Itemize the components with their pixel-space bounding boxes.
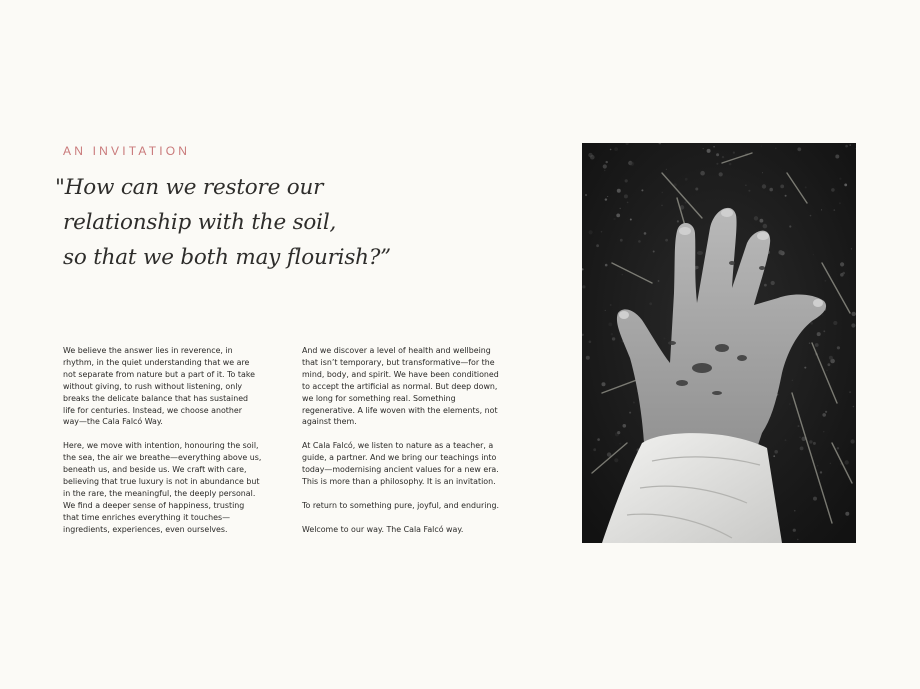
- soil-speck: [604, 170, 606, 172]
- soil-speck: [620, 239, 623, 242]
- soil-speck: [844, 184, 847, 187]
- soil-speck: [666, 169, 667, 170]
- body-line: To return to something pure, joyful, and enduring.: [302, 500, 499, 510]
- soil-speck: [649, 302, 652, 305]
- soil-speck: [713, 146, 715, 148]
- body-paragraph: [63, 345, 263, 428]
- hand-in-soil-illustration: [582, 143, 856, 543]
- soil-speck: [761, 146, 762, 147]
- soil-speck: [638, 240, 641, 243]
- soil-speck: [612, 337, 615, 340]
- soil-speck: [745, 185, 746, 186]
- soil-speck: [800, 447, 804, 451]
- body-line: We believe the answer lies in reverence, in: [63, 346, 233, 355]
- soil-speck: [817, 465, 818, 466]
- soil-speck: [762, 172, 763, 173]
- soil-speck: [813, 442, 816, 445]
- soil-speck: [695, 188, 698, 191]
- soil-speck: [685, 178, 688, 181]
- soil-speck: [764, 284, 767, 287]
- soil-speck: [590, 155, 595, 160]
- soil-speck: [661, 205, 663, 207]
- soil-speck: [785, 195, 787, 197]
- body-line: that time enriches everything it touches—: [63, 512, 230, 522]
- soil-speck: [644, 232, 647, 235]
- soil-speck: [700, 171, 705, 176]
- section-eyebrow: AN INVITATION: [63, 144, 191, 158]
- soil-speck: [850, 144, 851, 145]
- soil-speck: [586, 356, 590, 360]
- soil-speck: [825, 280, 827, 282]
- soil-speck: [616, 214, 620, 218]
- soil-speck: [605, 198, 607, 200]
- soil-speck: [778, 250, 783, 255]
- soil-speck: [585, 194, 587, 196]
- soil-speck: [624, 194, 628, 198]
- body-line: ingredients, experiences, even ourselves.: [63, 524, 228, 534]
- soil-speck: [630, 162, 634, 166]
- soil-speck: [593, 448, 596, 451]
- soil-speck: [627, 202, 629, 204]
- hand-in-soil-photo: [582, 143, 856, 543]
- soil-speck: [625, 179, 628, 182]
- soil-speck: [798, 425, 800, 427]
- soil-speck: [610, 304, 612, 306]
- soil-speck: [754, 216, 758, 220]
- soil-speck: [607, 196, 608, 197]
- body-line: to accept the artificial as normal. But deep down,: [302, 381, 498, 391]
- soil-speck: [851, 248, 852, 249]
- soil-speck: [849, 391, 851, 393]
- soil-speck: [773, 455, 775, 457]
- soil-speck: [608, 323, 612, 327]
- body-line: Here, we move with intention, honouring the soil,: [63, 441, 259, 451]
- soil-speck: [775, 148, 777, 150]
- body-column-left: [63, 345, 263, 547]
- body-line: against them.: [302, 417, 357, 427]
- soil-speck: [780, 185, 784, 189]
- body-paragraph: [302, 345, 502, 428]
- pull-quote-line: so that we both may flourish?”: [63, 245, 391, 270]
- soil-speck: [851, 439, 855, 443]
- soil-speck: [830, 463, 831, 464]
- soil-speck: [619, 443, 621, 445]
- soil-speck: [833, 321, 837, 325]
- soil-speck: [825, 411, 827, 413]
- soil-speck: [685, 201, 687, 203]
- soil-speck: [797, 539, 798, 540]
- soil-speck: [760, 219, 764, 223]
- soil-speck: [614, 458, 618, 462]
- soil-speck: [589, 341, 592, 344]
- soil-speck: [596, 244, 599, 247]
- soil-speck: [677, 220, 679, 222]
- soil-speck: [617, 431, 620, 434]
- body-line: life for centuries. Instead, we choose another: [63, 405, 242, 415]
- soil-speck: [737, 217, 738, 218]
- soil-speck: [794, 510, 795, 511]
- soil-speck: [763, 224, 768, 229]
- pull-quote-line: relationship with the soil,: [63, 210, 337, 235]
- soil-speck: [617, 189, 621, 193]
- soil-speck: [845, 512, 849, 516]
- soil-speck: [622, 274, 623, 275]
- soil-speck: [800, 437, 801, 438]
- soil-speck: [834, 209, 836, 211]
- body-line: without giving, to rush without listening, only: [63, 381, 243, 391]
- soil-speck: [840, 262, 844, 266]
- soil-speck: [839, 178, 841, 180]
- soil-speck: [601, 231, 603, 233]
- soil-speck: [809, 440, 812, 443]
- soil-speck: [662, 192, 663, 193]
- soil-speck: [603, 164, 607, 168]
- soil-speck: [663, 338, 665, 340]
- soil-speck: [826, 370, 827, 371]
- body-line: At Cala Falcó, we listen to nature as a teacher, a: [302, 441, 494, 451]
- soil-speck: [822, 413, 826, 417]
- soil-speck: [823, 431, 824, 432]
- soil-speck: [845, 145, 848, 148]
- body-line: beneath us, and beside us. We craft with care,: [63, 465, 247, 475]
- soil-speck: [707, 149, 711, 153]
- body-line: And we discover a level of health and wellbeing: [302, 346, 491, 355]
- soil-speck: [589, 230, 593, 234]
- soil-speck: [703, 148, 704, 149]
- soil-speck: [813, 254, 814, 255]
- soil-speck: [845, 460, 849, 464]
- soil-speck: [769, 188, 773, 192]
- body-paragraph: [302, 524, 502, 536]
- soil-speck: [658, 280, 660, 282]
- soil-speck: [820, 471, 822, 473]
- soil-speck: [614, 147, 618, 151]
- pull-quote-line: "How can we restore our: [55, 175, 324, 200]
- soil-speck: [613, 218, 615, 220]
- soil-speck: [733, 152, 735, 154]
- body-line: guide, a partner. And we bring our teachings into: [302, 453, 497, 463]
- soil-speck: [793, 529, 796, 532]
- body-line: breaks the delicate balance that has sustained: [63, 393, 249, 403]
- soil-speck: [719, 172, 723, 176]
- body-column-right: [302, 345, 502, 547]
- soil-speck: [785, 439, 787, 441]
- soil-speck: [620, 208, 621, 209]
- body-line: regenerative. A life woven with the elements, not: [302, 405, 498, 415]
- soil-speck: [695, 266, 698, 269]
- soil-speck: [823, 330, 825, 332]
- soil-speck: [582, 285, 585, 288]
- soil-speck: [774, 450, 778, 454]
- body-line: that isn’t temporary, but transformative—for the: [302, 357, 495, 367]
- body-line: Welcome to our way. The Cala Falcó way.: [302, 524, 464, 534]
- soil-speck: [815, 343, 819, 347]
- body-line: in the rare, the meaningful, the deeply personal.: [63, 488, 256, 498]
- soil-speck: [839, 202, 841, 204]
- soil-speck: [611, 333, 613, 335]
- body-line: not separate from nature but a part of it. To take: [63, 369, 255, 379]
- body-line: believing that true luxury is not in abundance but: [63, 476, 260, 486]
- soil-speck: [831, 188, 835, 192]
- soil-speck: [810, 215, 812, 217]
- body-paragraph: [63, 440, 263, 535]
- soil-speck: [789, 403, 790, 404]
- soil-speck: [748, 190, 750, 192]
- soil-speck: [813, 497, 817, 501]
- soil-speck: [716, 163, 718, 165]
- soil-speck: [653, 251, 655, 253]
- soil-speck: [602, 382, 606, 386]
- body-line: This is more than a philosophy. It is an invitation.: [302, 476, 496, 486]
- soil-speck: [771, 281, 775, 285]
- soil-speck: [716, 153, 719, 156]
- body-line: mind, body, and spirit. We have been conditioned: [302, 369, 499, 379]
- soil-speck: [828, 363, 831, 366]
- soil-speck: [605, 264, 608, 267]
- body-line: the sea, the air we breathe—everything above us,: [63, 453, 262, 463]
- soil-speck: [722, 156, 724, 158]
- soil-speck: [665, 239, 668, 242]
- body-line: We find a deeper sense of happiness, trusting: [63, 500, 245, 510]
- pull-quote: [55, 170, 525, 275]
- soil-speck: [797, 147, 801, 151]
- body-line: today—modernising ancient values for a new era.: [302, 465, 499, 475]
- soil-speck: [852, 312, 856, 316]
- soil-speck: [605, 310, 606, 311]
- soil-speck: [837, 346, 840, 349]
- soil-speck: [817, 332, 821, 336]
- soil-speck: [610, 149, 612, 151]
- soil-speck: [623, 424, 627, 428]
- soil-speck: [851, 323, 855, 327]
- soil-speck: [629, 412, 631, 414]
- soil-speck: [835, 155, 839, 159]
- soil-speck: [597, 438, 600, 441]
- soil-speck: [762, 184, 766, 188]
- body-line: rhythm, in the quiet understanding that we are: [63, 357, 250, 367]
- body-paragraph: [302, 500, 502, 512]
- soil-speck: [853, 406, 855, 408]
- soil-speck: [821, 209, 822, 210]
- soil-speck: [641, 189, 643, 191]
- soil-speck: [630, 219, 632, 221]
- soil-speck: [606, 161, 608, 163]
- soil-speck: [829, 356, 833, 360]
- soil-speck: [805, 186, 807, 188]
- soil-speck: [840, 273, 844, 277]
- soil-speck: [804, 367, 806, 369]
- body-paragraph: [302, 440, 502, 488]
- soil-speck: [837, 447, 839, 449]
- soil-speck: [809, 343, 810, 344]
- soil-speck: [810, 322, 813, 325]
- soil-speck: [822, 314, 823, 315]
- soil-speck: [789, 225, 791, 227]
- soil-speck: [792, 380, 793, 381]
- body-line: way—the Cala Falcó Way.: [63, 417, 163, 427]
- body-line: we long for something real. Something: [302, 393, 456, 403]
- soil-speck: [633, 402, 635, 404]
- soil-speck: [729, 163, 732, 166]
